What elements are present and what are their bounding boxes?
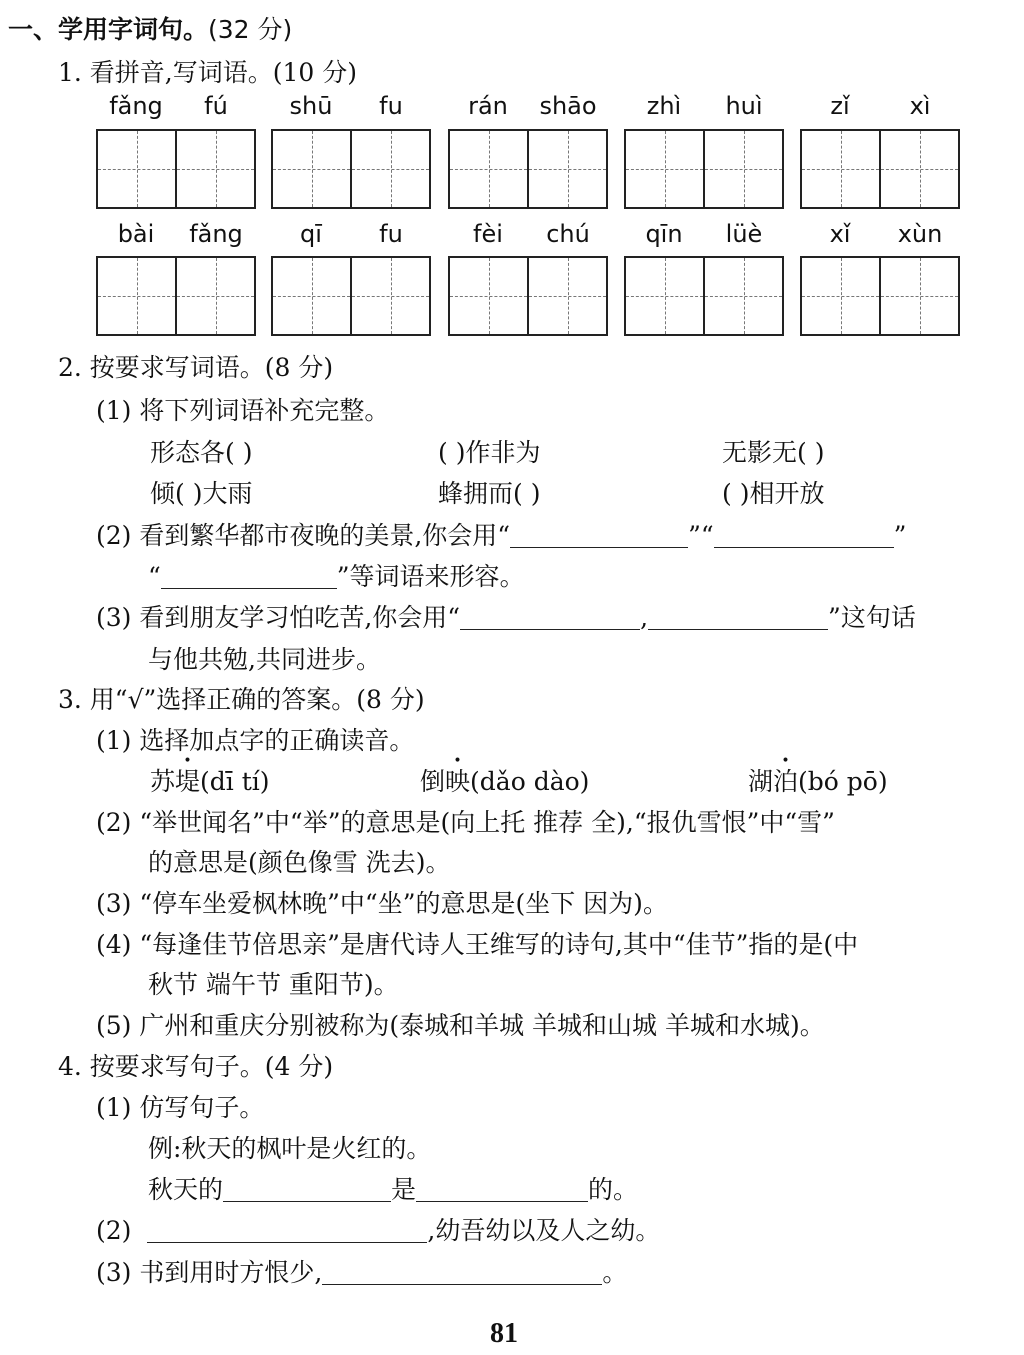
q4-title: 4. 按要求写句子。(4 分): [58, 1052, 334, 1081]
writing-grid[interactable]: [624, 129, 784, 209]
writing-grid[interactable]: [448, 256, 608, 336]
tianzige-cell[interactable]: [98, 131, 175, 207]
answer-blank[interactable]: [322, 1258, 602, 1285]
idiom-5: 蜂拥而( ): [438, 479, 541, 508]
writing-grid[interactable]: [96, 256, 256, 336]
char: 苏: [150, 767, 176, 796]
pinyin-syllable: shū: [289, 92, 333, 120]
q3-sub5[interactable]: (5) 广州和重庆分别被称为(泰城和羊城 羊城和山城 羊城和水城)。: [96, 1011, 825, 1040]
page-number: 81: [490, 1318, 518, 1349]
pinyin-syllable: fu: [379, 220, 403, 248]
pinyin-syllable: huì: [725, 92, 763, 120]
q2-sub2-text-a: (2) 看到繁华都市夜晚的美景,你会用“: [96, 521, 511, 550]
q2-sub3-text-a: (3) 看到朋友学习怕吃苦,你会用“: [96, 603, 461, 632]
reading-item-3: [748, 762, 888, 798]
q3-sub2-line1[interactable]: (2) “举世闻名”中“举”的意思是(向上托 推荐 全),“报仇雪恨”中“雪”: [96, 808, 835, 837]
q4-sub2-text-b: ,幼吾幼以及人之幼。: [427, 1216, 661, 1245]
q4-sub2: [96, 1211, 660, 1247]
q4-sub2-text-a: (2): [96, 1216, 132, 1245]
pinyin-options[interactable]: (bó pō): [798, 767, 888, 796]
answer-blank[interactable]: [510, 521, 688, 548]
section-title-text: 一、学用字词句。: [8, 15, 209, 44]
pinyin-syllable: fǎng: [189, 220, 243, 248]
answer-blank[interactable]: [416, 1175, 588, 1202]
q2-sub2-line1: [96, 516, 906, 552]
pinyin-syllable: zǐ: [830, 92, 850, 120]
idiom-2: ( )作非为: [438, 438, 541, 467]
tianzige-cell[interactable]: [802, 258, 879, 334]
pinyin-syllable: chú: [546, 220, 590, 248]
tianzige-cell[interactable]: [350, 131, 429, 207]
q2-sub1: (1) 将下列词语补充完整。: [96, 396, 390, 425]
dotted-char: 泊: [773, 767, 799, 796]
tianzige-cell[interactable]: [527, 131, 606, 207]
section-title: [8, 10, 292, 46]
q3-sub3[interactable]: (3) “停车坐爱枫林晚”中“坐”的意思是(坐下 因为)。: [96, 889, 668, 918]
tianzige-cell[interactable]: [802, 131, 879, 207]
tianzige-cell[interactable]: [626, 258, 703, 334]
answer-blank[interactable]: [460, 603, 640, 630]
writing-grid[interactable]: [624, 256, 784, 336]
tianzige-cell[interactable]: [175, 258, 254, 334]
tianzige-cell[interactable]: [175, 131, 254, 207]
tianzige-cell[interactable]: [703, 131, 782, 207]
pinyin-syllable: fǎng: [109, 92, 163, 120]
q4-fill-line: [148, 1170, 638, 1206]
pinyin-syllable: qī: [300, 220, 322, 248]
answer-blank[interactable]: [161, 562, 337, 589]
reading-item-1: [150, 762, 270, 798]
q3-sub1: (1) 选择加点字的正确读音。: [96, 726, 415, 755]
idiom-6: ( )相开放: [722, 479, 825, 508]
q2-sub2-text-d: “: [148, 562, 161, 591]
writing-grid[interactable]: [800, 256, 960, 336]
answer-blank[interactable]: [648, 603, 828, 630]
pinyin-syllable: xùn: [897, 220, 943, 248]
q2-sub2-text-c: ”: [893, 521, 907, 550]
pinyin-syllable: fu: [379, 92, 403, 120]
answer-blank[interactable]: [714, 521, 894, 548]
pinyin-syllable: lüè: [725, 220, 763, 248]
tianzige-cell[interactable]: [450, 258, 527, 334]
writing-grid[interactable]: [96, 129, 256, 209]
reading-item-2: [420, 762, 589, 798]
q4-example: 例:秋天的枫叶是火红的。: [148, 1134, 432, 1163]
q4-sub3-text-a: (3) 书到用时方恨少,: [96, 1258, 323, 1287]
idiom-3: 无影无( ): [722, 438, 825, 467]
pinyin-syllable: xì: [909, 92, 931, 120]
writing-grid[interactable]: [271, 256, 431, 336]
tianzige-cell[interactable]: [450, 131, 527, 207]
tianzige-cell[interactable]: [879, 131, 958, 207]
tianzige-cell[interactable]: [273, 131, 350, 207]
pinyin-syllable: fú: [204, 92, 228, 120]
q2-sub3-text-c: ”这句话: [828, 603, 916, 632]
q2-sub2-text-b: ”“: [688, 521, 714, 550]
q3-sub4-line2[interactable]: 秋节 端午节 重阳节)。: [148, 970, 399, 999]
pinyin-syllable: rán: [468, 92, 508, 120]
q4-fill-text-a: 秋天的: [148, 1175, 224, 1204]
tianzige-cell[interactable]: [626, 131, 703, 207]
q2-sub2-text-e: ”等词语来形容。: [336, 562, 525, 591]
answer-blank[interactable]: [147, 1216, 427, 1243]
q2-sub3-text-b: ,: [640, 603, 649, 632]
pinyin-syllable: xǐ: [829, 220, 851, 248]
pinyin-syllable: fèi: [473, 220, 503, 248]
q3-title: 3. 用“√”选择正确的答案。(8 分): [58, 685, 425, 714]
pinyin-options[interactable]: (dǎo dào): [470, 767, 590, 796]
writing-grid[interactable]: [448, 129, 608, 209]
idiom-1: 形态各( ): [150, 438, 253, 467]
q4-fill-text-b: 是: [391, 1175, 417, 1204]
q4-sub1: (1) 仿写句子。: [96, 1093, 265, 1122]
tianzige-cell[interactable]: [527, 258, 606, 334]
char: 湖: [748, 767, 774, 796]
q2-sub2-line2: [148, 557, 525, 593]
q3-sub2-line2[interactable]: 的意思是(颜色像雪 洗去)。: [148, 848, 451, 877]
section-score: (32 分): [208, 15, 293, 44]
q1-title: 1. 看拼音,写词语。(10 分): [58, 58, 358, 87]
pinyin-syllable: zhì: [646, 92, 682, 120]
q2-sub3-line2: 与他共勉,共同进步。: [148, 645, 381, 674]
pinyin-syllable: qīn: [645, 220, 683, 248]
q3-sub4-line1[interactable]: (4) “每逢佳节倍思亲”是唐代诗人王维写的诗句,其中“佳节”指的是(中: [96, 930, 859, 959]
dotted-char: 映: [445, 767, 471, 796]
pinyin-syllable: bài: [117, 220, 155, 248]
pinyin-syllable: shāo: [539, 92, 597, 120]
tianzige-cell[interactable]: [879, 258, 958, 334]
q2-title: 2. 按要求写词语。(8 分): [58, 353, 334, 382]
tianzige-cell[interactable]: [703, 258, 782, 334]
char: 倒: [420, 767, 446, 796]
pinyin-options[interactable]: (dī tí): [200, 767, 270, 796]
q2-sub3-line1: [96, 598, 916, 634]
q4-sub3-text-b: 。: [602, 1258, 628, 1287]
tianzige-cell[interactable]: [273, 258, 350, 334]
q4-sub3: [96, 1253, 627, 1289]
idiom-4: 倾( )大雨: [150, 479, 253, 508]
q4-fill-text-c: 的。: [588, 1175, 639, 1204]
tianzige-cell[interactable]: [98, 258, 175, 334]
answer-blank[interactable]: [223, 1175, 391, 1202]
writing-grid[interactable]: [800, 129, 960, 209]
dotted-char: 堤: [175, 767, 201, 796]
tianzige-cell[interactable]: [350, 258, 429, 334]
writing-grid[interactable]: [271, 129, 431, 209]
